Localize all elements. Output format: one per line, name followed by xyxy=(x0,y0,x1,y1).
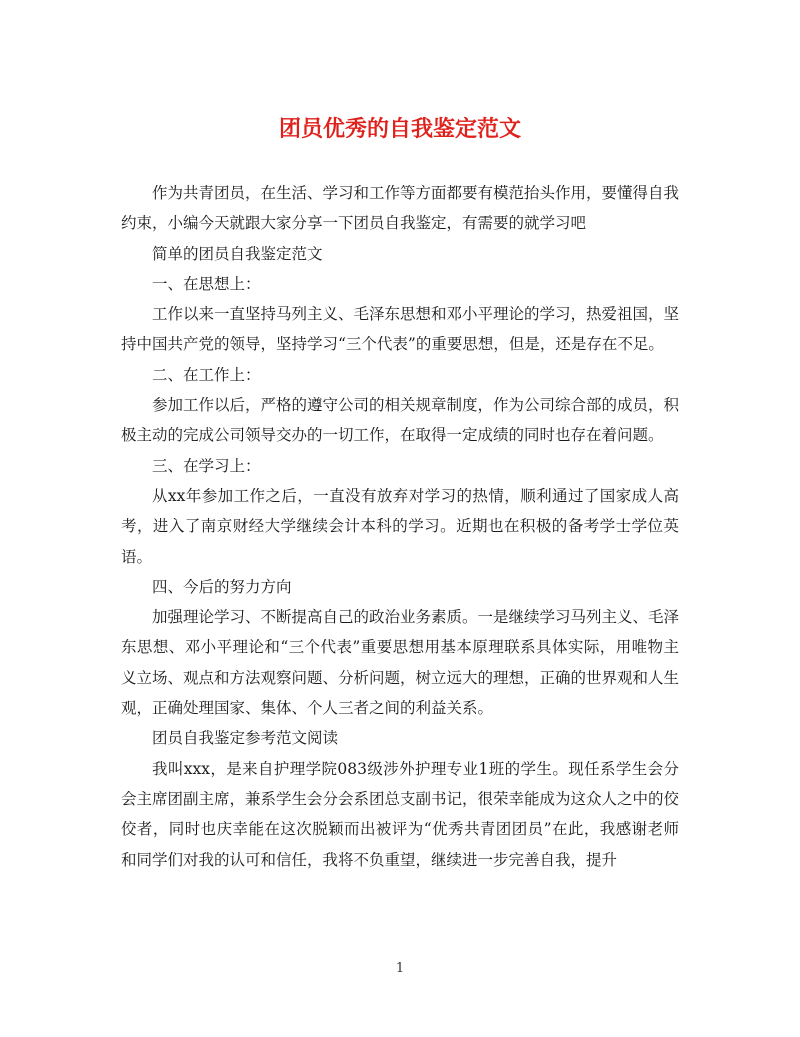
page-title: 团员优秀的自我鉴定范文 xyxy=(278,116,521,142)
subheading-work: 二、在工作上： xyxy=(152,365,261,384)
subheading-thought: 一、在思想上： xyxy=(152,274,261,293)
paragraph-future: 加强理论学习、不断提高自己的政治业务素质。一是继续学习马列主义、毛泽东思想、邓小平理论和“三个代表”重要思想用基本原理联系具体实际，用唯物主义立场、观点和方法观察问题、分析问题，树立远大的理想，正确的世界观和人生观，正确处理国家、集体、个人三者之间的利益关系。 xyxy=(121,608,680,718)
document-body xyxy=(121,178,679,875)
intro-paragraph: 作为共青团员，在生活、学习和工作等方面都要有模范抬头作用，要懂得自我约束，小编今天就跟大家分享一下团员自我鉴定，有需要的就学习吧 xyxy=(121,184,680,233)
subheading-future: 四、今后的努力方向 xyxy=(152,577,292,596)
paragraph-reference: 我叫xxx，是来自护理学院083级涉外护理专业1班的学生。现任系学生会分会主席团副主席，兼系学生会分会系团总支副书记，很荣幸能成为这众人之中的佼佼者，同时也庆幸能在这次脱颖而出被评为“优秀共青团团员”在此，我感谢老师和同学们对我的认可和信任，我将不负重望，继续进一步完善自我，提升 xyxy=(121,759,680,869)
paragraph-thought: 工作以来一直坚持马列主义、毛泽东思想和邓小平理论的学习，热爱祖国，坚持中国共产党的领导，坚持学习“三个代表”的重要思想，但是，还是存在不足。 xyxy=(121,305,680,354)
section-heading-reference: 团员自我鉴定参考范文阅读 xyxy=(152,729,339,748)
subheading-study: 三、在学习上： xyxy=(152,456,261,475)
page-number: 1 xyxy=(395,961,405,976)
section-heading: 简单的团员自我鉴定范文 xyxy=(152,244,323,263)
paragraph-study: 从xx年参加工作之后，一直没有放弃对学习的热情，顺利通过了国家成人高考，进入了南京财经大学继续会计本科的学习。近期也在积极的备考学士学位英语。 xyxy=(121,486,679,566)
paragraph-work: 参加工作以后，严格的遵守公司的相关规章制度，作为公司综合部的成员，积极主动的完成公司领导交办的一切工作，在取得一定成绩的同时也存在着问题。 xyxy=(121,396,680,445)
